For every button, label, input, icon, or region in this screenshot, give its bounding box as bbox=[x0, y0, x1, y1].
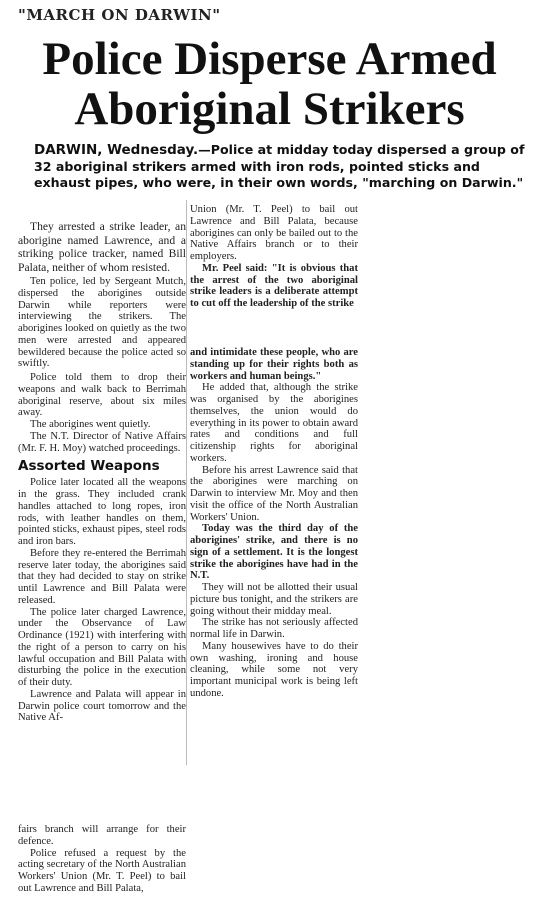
paragraph: Mr. Peel said: "It is obvious that the arrest of the two aboriginal strike leaders is a deliberate attempt to cut off the leadership of the strike bbox=[190, 262, 358, 309]
paragraph: The strike has not seriously affected normal life in Darwin. bbox=[190, 617, 358, 640]
paragraph: Police later located all the weapons in the grass. They included crank handles attached to long ropes, iron rods, with leather handles on them, pointed sticks, exhaust pipes, steel rods and iron bars. bbox=[18, 477, 186, 547]
paragraph: They arrested a strike leader, an aborigine named Lawrence, and a striking police tracker, named Bill Palata, neither of whom resisted. bbox=[18, 220, 186, 274]
paragraph: He added that, although the strike was organised by the aborigines themselves, the union would do everything in its power to obtain award rates and conditions and full citizenship rights for aboriginal workers. bbox=[190, 382, 358, 464]
paragraph: Police refused a request by the acting secretary of the North Australian Workers' Union (Mr. T. Peel) to bail out Lawrence and Bill Palata, bbox=[18, 847, 186, 894]
headline bbox=[0, 34, 539, 134]
column-2 bbox=[190, 204, 358, 310]
paragraph: The police later charged Lawrence, under the Observance of Law Ordinance (1921) with interfering with the right of a person to carry on his lawful occupation and Bill Palata with disturbing the police in the execution of their duty. bbox=[18, 606, 186, 688]
kicker: "MARCH ON DARWIN" bbox=[18, 6, 221, 24]
paragraph: Before his arrest Lawrence said that the aborigines were marching on Darwin to interview Mr. Moy and then visit the office of the North Australian Workers' Union. bbox=[190, 464, 358, 523]
dateline: DARWIN, Wednesday. bbox=[34, 142, 199, 158]
column-divider bbox=[186, 200, 187, 765]
headline-line-1: Police Disperse Armed bbox=[42, 33, 497, 85]
paragraph: Lawrence and Palata will appear in Darwin police court tomorrow and the Native Af- bbox=[18, 688, 186, 724]
paragraph: Ten police, led by Sergeant Mutch, dispersed the aborigines outside Darwin while reporters were interviewing the strikers. The aborigines looked on quietly as the two men were arrested and appeared bewildered because the police acted so swiftly. bbox=[18, 276, 186, 370]
subheading: Assorted Weapons bbox=[18, 458, 160, 475]
paragraph: The aborigines went quietly. bbox=[30, 419, 151, 430]
paragraph: Union (Mr. T. Peel) to bail out Lawrence and Bill Palata, because aborigines can only be bailed out to the Native Affairs branch or to their employers. bbox=[190, 204, 358, 262]
column-1 bbox=[18, 220, 186, 724]
paragraph: Today was the third day of the aborigines' strike, and there is no sign of a settlement. It is the longest strike the aborigines have had in the N.T. bbox=[190, 523, 358, 582]
deck bbox=[34, 142, 534, 192]
paragraph: Before they re-entered the Berrimah reserve later today, the aborigines said that they had decided to stay on strike until Lawrence and Bill Palata were released. bbox=[18, 547, 186, 606]
paragraph: Police told them to drop their weapons and walk back to Berrimah aboriginal reserve, about six miles away. bbox=[18, 372, 186, 419]
paragraph: fairs branch will arrange for their defence. bbox=[18, 824, 186, 847]
deck-text: —Police at midday today dispersed a group of 32 aboriginal strikers armed with iron rods, pointed sticks and exhaust pipes, who were, in their own words, "marching on Darwin." bbox=[34, 142, 525, 190]
paragraph: Many housewives have to do their own washing, ironing and house cleaning, while some not very important municipal work is being left undone. bbox=[190, 640, 358, 699]
paragraph: and intimidate these people, who are standing up for their rights both as workers and human beings." bbox=[190, 347, 358, 382]
column-1-continued bbox=[18, 824, 186, 895]
headline-line-2: Aboriginal Strikers bbox=[74, 83, 465, 135]
paragraph: The N.T. Director of Native Affairs (Mr. F. H. Moy) watched proceedings. bbox=[18, 430, 186, 454]
paragraph: They will not be allotted their usual picture bus tonight, and the strikers are going without their midday meal. bbox=[190, 582, 358, 617]
column-2-continued bbox=[190, 347, 358, 700]
